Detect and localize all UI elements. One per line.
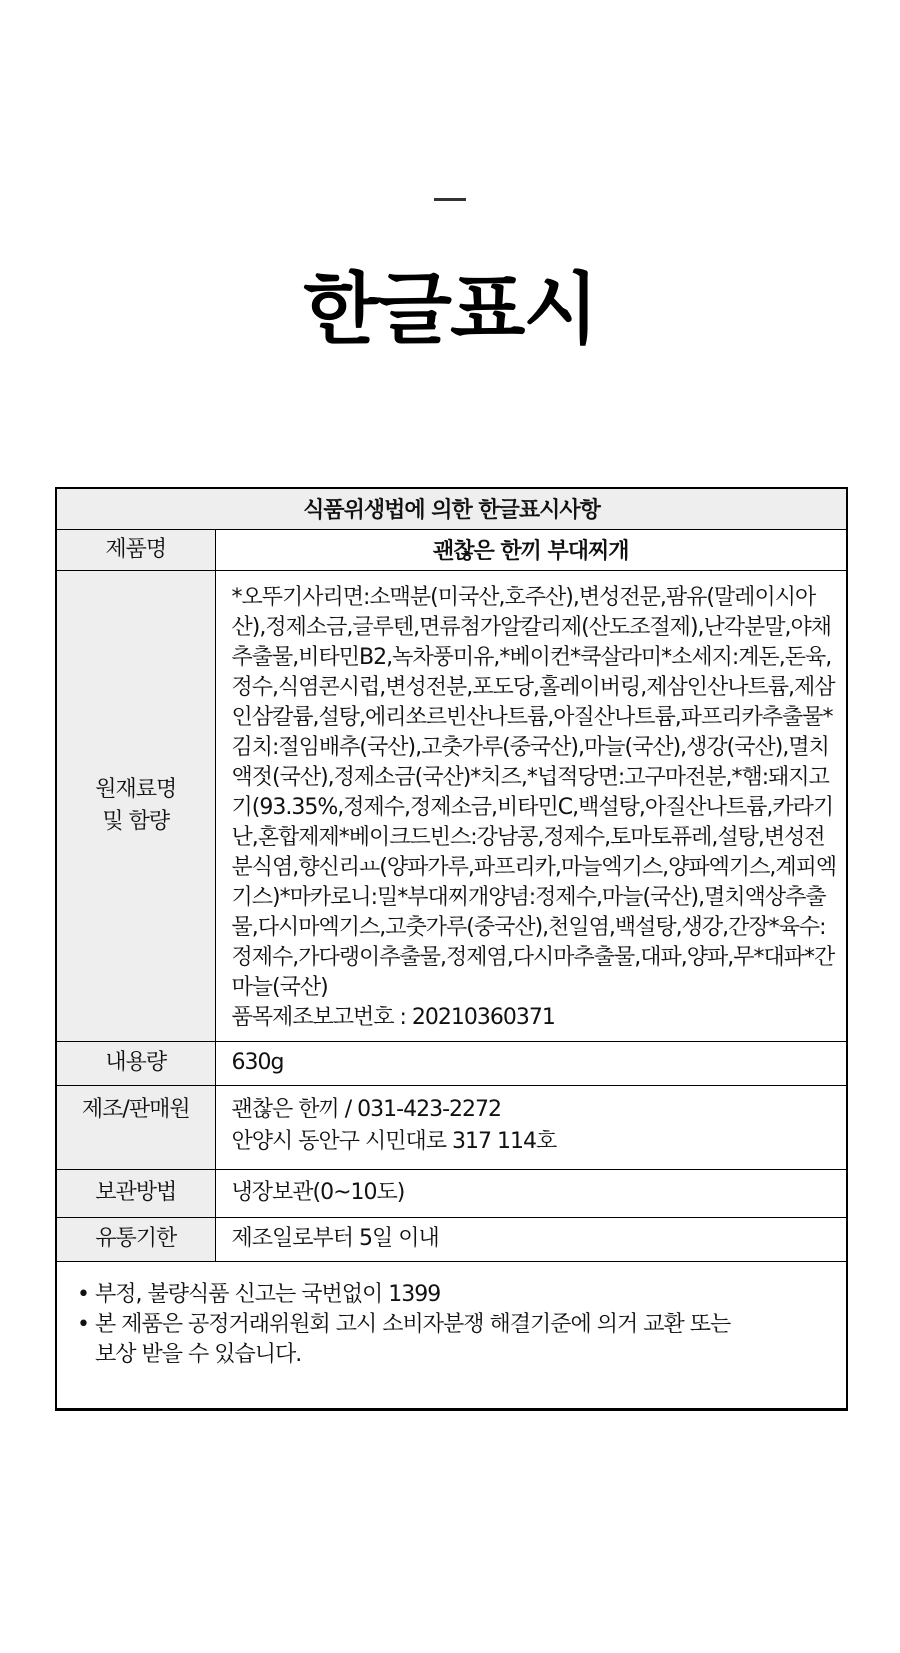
product-name-label: 제품명 [57, 529, 215, 570]
notes-block [57, 1261, 846, 1408]
table-title: 식품위생법에 의한 한글표시사항 [57, 489, 846, 529]
note-item [77, 1280, 822, 1310]
table-title-row [57, 489, 846, 529]
bullet-icon: • [77, 1281, 89, 1307]
note-text-continued: 보상 받을 수 있습니다. [95, 1341, 302, 1367]
storage-row [57, 1169, 846, 1217]
ingredients-row [57, 570, 846, 1041]
expiry-label: 유통기한 [57, 1217, 215, 1261]
net-weight-row [57, 1041, 846, 1085]
page-title: 한글표시 [303, 265, 597, 355]
manufacturer-value [215, 1085, 846, 1169]
manufacturer-label: 제조/판매원 [57, 1085, 215, 1169]
ingredients-value [215, 570, 846, 1041]
expiry-row [57, 1217, 846, 1261]
ingredients-text: *오뚜기사리면:소맥분(미국산,호주산),변성전문,팜유(말레이시아산),정제소금,글루텐,면류첨가알칼리제(산도조절제),난각분말,야채추출물,비타민B2,녹차풍미유,*베이컨*쿡살라미*소세지:계돈,돈육,정수,식염콘시럽,변성전분,포도당,홀레이버링,제삼인산나트륨,제삼인삼칼륨,설탕,에리쏘르빈산나트륨,아질산나트륨,파프리카추출물*김치:절임배추(국산),고춧가루(중국산),마늘(국산),생강(국산),멸치액젓(국산),정제소금(국산)*치즈,*넙적당면:고구마전분,*햄:돼지고기(93.35%,정제수,정제소금,비타민C,백설탕,아질산나트륨,카라기난,혼합제제*베이크드빈스:강남콩,정제수,토마토퓨레,설탕,변성전분식염,향신리ㅛ(양파가루,파프리카,마늘엑기스,양파엑기스,계피엑기스)*마카로니:밀*부대찌개양념:정제수,마늘(국산),멸치액상추출물,다시마엑기스,고춧가루(중국산),천일염,백설탕,생강,간장*육수:정제수,가다랭이추출물,정제염,다시마추출물,대파,양파,무*대파*간마늘(국산) [231, 584, 837, 1000]
ingredients-label-line2: 및 함량 [102, 808, 170, 834]
manufacturer-line2: 안양시 동안구 시민대로 317 114호 [231, 1128, 557, 1154]
product-name-row [57, 529, 846, 570]
bullet-icon: • [77, 1311, 89, 1337]
note-item [77, 1310, 822, 1370]
storage-value: 냉장보관(0~10도) [215, 1169, 846, 1217]
storage-label: 보관방법 [57, 1169, 215, 1217]
net-weight-label: 내용량 [57, 1041, 215, 1085]
food-label-table [55, 487, 848, 1411]
ingredients-label [57, 570, 215, 1041]
ingredients-label-line1: 원재료명 [95, 776, 177, 802]
expiry-value: 제조일로부터 5일 이내 [215, 1217, 846, 1261]
report-number: 품목제조보고번호 : 20210360371 [231, 1004, 555, 1030]
manufacturer-line1: 괜찮은 한끼 / 031-423-2272 [231, 1096, 501, 1122]
title-divider [434, 198, 466, 201]
manufacturer-row [57, 1085, 846, 1169]
product-name-value: 괜찮은 한끼 부대찌개 [215, 529, 846, 570]
note-text: 부정, 불량식품 신고는 국번없이 1399 [95, 1281, 441, 1307]
notes-row [57, 1261, 846, 1408]
note-text: 본 제품은 공정거래위원회 고시 소비자분쟁 해결기준에 의거 교환 또는 [95, 1311, 731, 1337]
label-grid [57, 489, 846, 1409]
net-weight-value: 630g [215, 1041, 846, 1085]
